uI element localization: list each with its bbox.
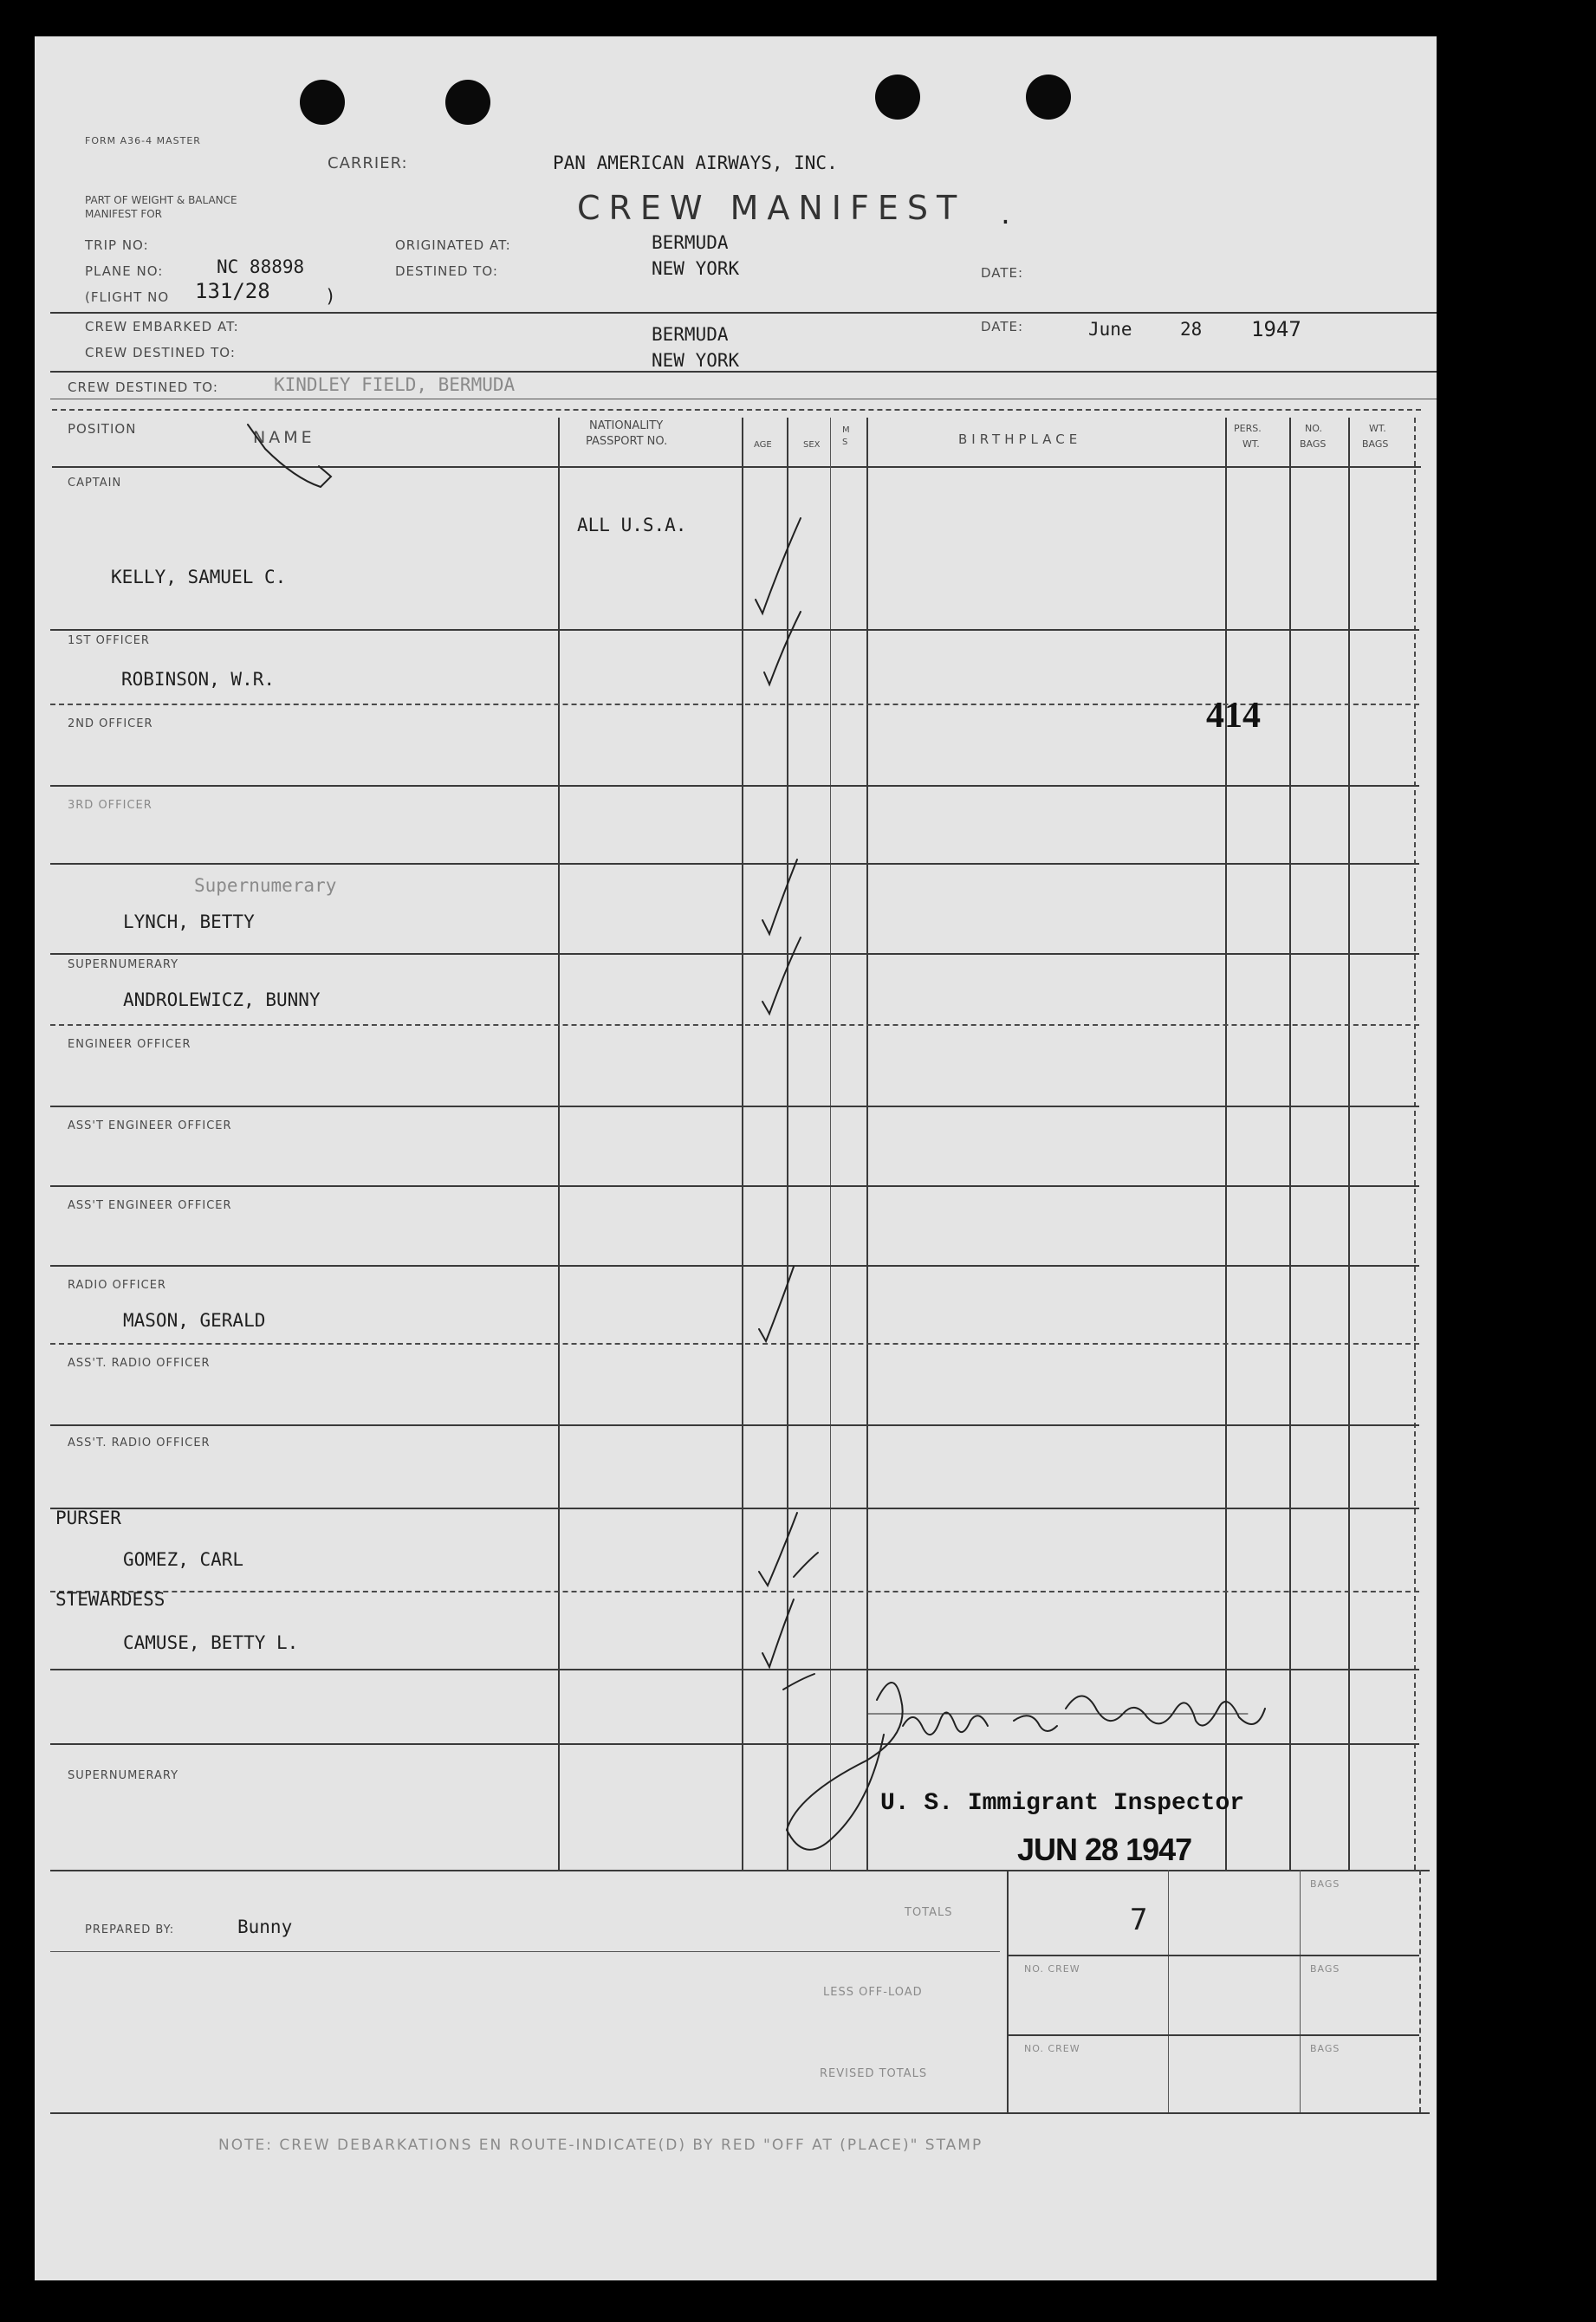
date2-label: DATE: <box>981 319 1024 334</box>
col-name: NAME <box>253 428 315 447</box>
check-mark-icon <box>794 1553 818 1577</box>
no-crew-label-1: NO. CREW <box>1024 1963 1080 1975</box>
col-wt-bags-2: BAGS <box>1362 438 1389 450</box>
plane-no-value: NC 88898 <box>217 256 305 277</box>
crew-destined-label: CREW DESTINED TO: <box>85 345 236 360</box>
prepared-by-line <box>50 1951 1000 1952</box>
signature <box>1014 1716 1057 1731</box>
manifest-page <box>35 36 1437 2280</box>
check-mark-icon <box>762 937 801 1014</box>
bags-label-1: BAGS <box>1310 1878 1340 1890</box>
form-number: FORM A36-4 MASTER <box>85 135 201 146</box>
check-mark-icon <box>759 1267 794 1341</box>
check-mark-icon <box>762 1599 794 1667</box>
bags-label-3: BAGS <box>1310 2043 1340 2054</box>
signature <box>787 1683 903 1850</box>
less-offload-label: LESS OFF-LOAD <box>823 1986 923 1999</box>
position-asst-engineer-1: ASS'T ENGINEER OFFICER <box>68 1119 232 1132</box>
totals-box-divider <box>1168 1870 1169 2112</box>
crew-embarked-value: BERMUDA <box>652 324 729 345</box>
prepared-by-value: Bunny <box>237 1917 293 1937</box>
col-no-bags-1: NO. <box>1305 423 1322 434</box>
prepared-by-label: PREPARED BY: <box>85 1923 175 1936</box>
check-mark-icon <box>762 859 797 934</box>
position-radio: RADIO OFFICER <box>68 1279 166 1292</box>
handwriting-overlay <box>35 36 1437 2280</box>
totals-top-line <box>50 1870 1430 1871</box>
col-pers-wt-2: WT. <box>1242 438 1260 450</box>
crew-destined2-value: KINDLEY FIELD, BERMUDA <box>274 374 516 395</box>
flight-no-label: (FLIGHT NO <box>85 289 170 305</box>
nationality-all: ALL U.S.A. <box>577 515 687 535</box>
position-stewardess: STEWARDESS <box>55 1589 165 1610</box>
col-nationality-2: PASSPORT NO. <box>586 435 668 448</box>
col-birthplace: BIRTHPLACE <box>958 431 1082 447</box>
supernumerary-typed: Supernumerary <box>194 875 337 896</box>
crew-name-radio: MASON, GERALD <box>123 1310 266 1331</box>
carrier-label: CARRIER: <box>328 154 408 172</box>
originated-label: ORIGINATED AT: <box>395 237 511 253</box>
position-engineer: ENGINEER OFFICER <box>68 1038 191 1051</box>
position-asst-radio-1: ASS'T. RADIO OFFICER <box>68 1357 211 1370</box>
position-supernumerary: SUPERNUMERARY <box>68 958 179 971</box>
crew-name-supernumerary-1: LYNCH, BETTY <box>123 911 255 932</box>
check-mark-icon <box>759 1513 797 1586</box>
check-mark-icon <box>783 1674 814 1690</box>
totals-box-left <box>1007 1870 1009 2112</box>
carrier-value: PAN AMERICAN AIRWAYS, INC. <box>553 152 838 173</box>
originated-value: BERMUDA <box>652 232 729 253</box>
plane-no-label: PLANE NO: <box>85 263 164 279</box>
position-2nd-officer: 2ND OFFICER <box>68 717 153 730</box>
crew-name-supernumerary-2: ANDROLEWICZ, BUNNY <box>123 989 321 1010</box>
destined-value: NEW YORK <box>652 258 740 279</box>
trip-no-label: TRIP NO: <box>85 237 149 253</box>
col-position: POSITION <box>68 421 137 437</box>
col-ms: M S <box>842 425 850 447</box>
position-asst-radio-2: ASS'T. RADIO OFFICER <box>68 1437 211 1450</box>
signature <box>1066 1696 1265 1725</box>
date2-day: 28 <box>1180 319 1203 340</box>
totals-row-line <box>1007 2034 1419 2036</box>
col-pers-wt-1: PERS. <box>1234 423 1262 434</box>
signature <box>903 1712 988 1735</box>
stamp-date: JUN 28 1947 <box>1017 1832 1192 1867</box>
part-of-label-1: PART OF WEIGHT & BALANCE <box>85 194 237 206</box>
position-supernumerary-2: SUPERNUMERARY <box>68 1769 179 1782</box>
crew-destined-value: NEW YORK <box>652 350 740 371</box>
col-age: AGE <box>754 440 772 450</box>
part-of-label-2: MANIFEST FOR <box>85 208 163 220</box>
revised-totals-label: REVISED TOTALS <box>820 2067 928 2080</box>
totals-label: TOTALS <box>905 1906 953 1919</box>
crew-embarked-label: CREW EMBARKED AT: <box>85 319 239 334</box>
crew-count: 7 <box>1130 1903 1148 1937</box>
totals-box-divider <box>1300 1870 1301 2112</box>
col-wt-bags-1: WT. <box>1369 423 1386 434</box>
crew-name-stewardess: CAMUSE, BETTY L. <box>123 1632 299 1653</box>
destined-label: DESTINED TO: <box>395 263 498 279</box>
position-captain: CAPTAIN <box>68 477 122 490</box>
totals-row-line <box>50 2112 1430 2114</box>
check-mark-icon <box>756 518 801 613</box>
page-title: CREW MANIFEST <box>577 189 966 227</box>
date-label: DATE: <box>981 265 1024 281</box>
bags-label-2: BAGS <box>1310 1963 1340 1975</box>
totals-row-line <box>1007 1955 1419 1956</box>
pers-weight-total: 414 <box>1206 696 1261 736</box>
inspector-stamp: U. S. Immigrant Inspector <box>880 1790 1245 1817</box>
footer-note: NOTE: CREW DEBARKATIONS EN ROUTE-INDICATE(D) BY RED "OFF AT (PLACE)" STAMP <box>218 2137 983 2154</box>
totals-box-right <box>1419 1870 1421 2112</box>
col-nationality-1: NATIONALITY <box>589 419 664 432</box>
position-purser: PURSER <box>55 1508 121 1528</box>
title-dot: . <box>998 201 1013 230</box>
date2-month: June <box>1088 319 1132 340</box>
position-1st-officer: 1ST OFFICER <box>68 634 150 647</box>
date2-year: 1947 <box>1251 317 1301 341</box>
name-bracket-mark <box>248 425 331 487</box>
col-sex: SEX <box>803 440 821 450</box>
crew-destined2-label: CREW DESTINED TO: <box>68 379 218 395</box>
flight-no-value: 131/28 <box>195 279 270 303</box>
no-crew-label-2: NO. CREW <box>1024 2043 1080 2054</box>
position-3rd-officer: 3RD OFFICER <box>68 799 152 812</box>
crew-name-captain: KELLY, SAMUEL C. <box>111 567 287 587</box>
position-asst-engineer-2: ASS'T ENGINEER OFFICER <box>68 1199 232 1212</box>
check-mark-icon <box>764 612 801 684</box>
crew-name-1st-officer: ROBINSON, W.R. <box>121 669 276 690</box>
col-no-bags-2: BAGS <box>1300 438 1327 450</box>
flight-no-close: ) <box>325 286 336 307</box>
crew-name-purser: GOMEZ, CARL <box>123 1549 244 1570</box>
